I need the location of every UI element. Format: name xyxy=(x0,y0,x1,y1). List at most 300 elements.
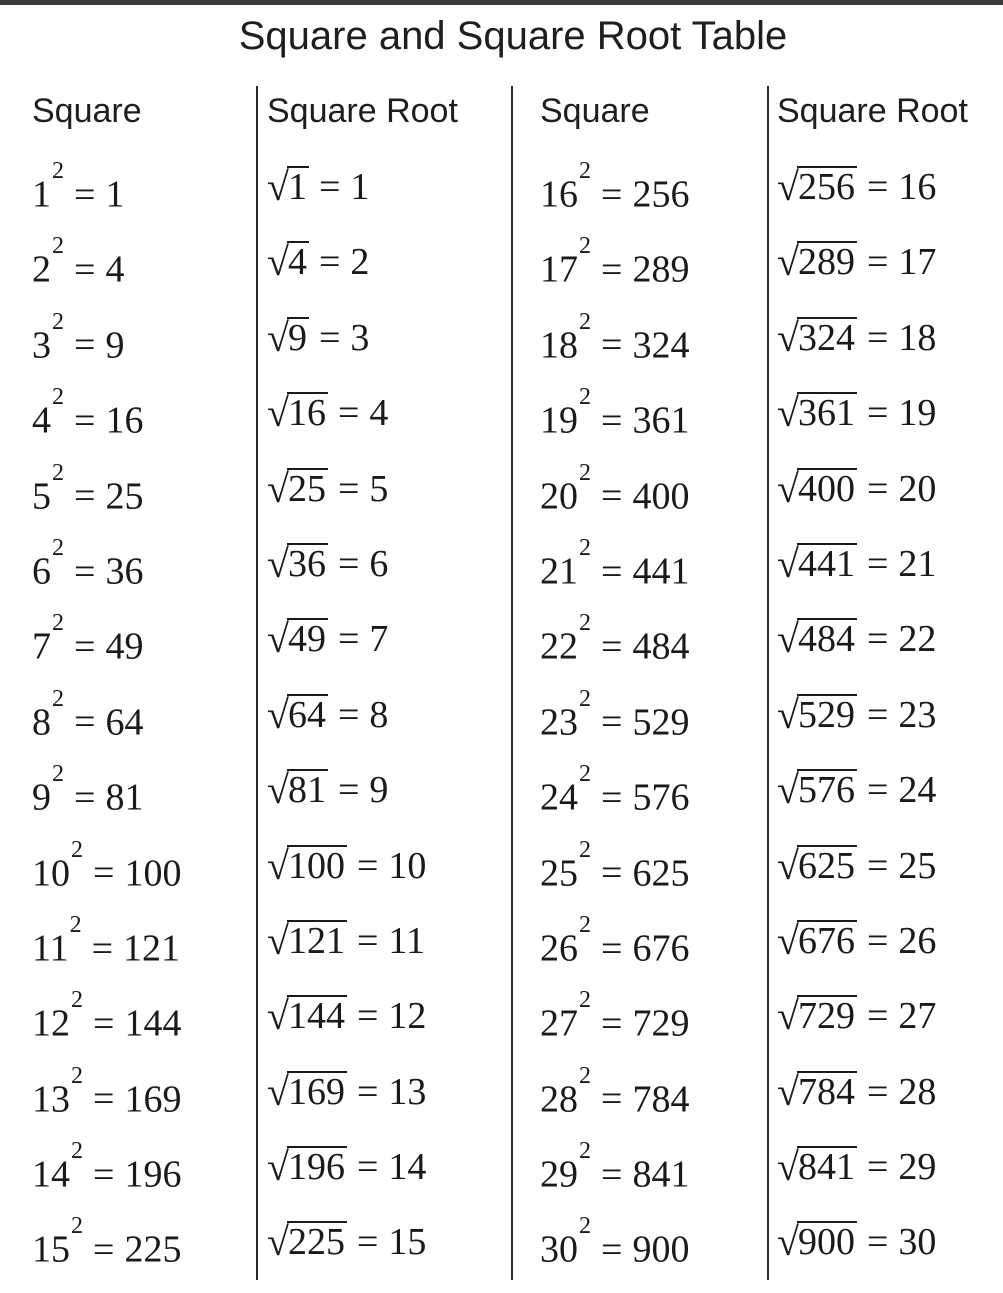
square-entry xyxy=(540,459,780,539)
radical-sign-icon: √ xyxy=(267,239,289,285)
equals-sign: = xyxy=(337,769,360,812)
base-number: 25 xyxy=(540,852,578,895)
radical-sign-icon: √ xyxy=(267,465,289,511)
equals-sign: = xyxy=(866,844,889,887)
square-value: 576 xyxy=(632,776,690,819)
radicand: 676 xyxy=(797,919,855,962)
square-entry xyxy=(32,987,272,1066)
square-root-entry xyxy=(267,1067,507,1142)
exponent: 2 xyxy=(52,158,64,184)
square-value: 36 xyxy=(105,550,144,593)
equals-sign: = xyxy=(74,399,96,442)
radicand: 25 xyxy=(287,467,326,510)
equals-sign: = xyxy=(601,1229,623,1272)
equals-sign: = xyxy=(866,542,889,585)
square-value: 256 xyxy=(632,173,690,216)
exponent: 2 xyxy=(52,685,64,712)
radical-sign-icon: √ xyxy=(777,390,799,436)
square-entry xyxy=(32,384,272,463)
radicand: 324 xyxy=(797,316,855,359)
base-number: 19 xyxy=(540,399,578,442)
square-root-entry xyxy=(267,690,507,765)
square-value: 225 xyxy=(124,1229,182,1272)
square-root-entry xyxy=(777,539,1003,614)
square-value: 324 xyxy=(632,324,690,367)
square-root-entry xyxy=(777,313,1003,388)
root-value: 13 xyxy=(388,1070,427,1113)
exponent: 2 xyxy=(579,610,591,637)
equals-sign: = xyxy=(93,1002,115,1045)
square-root-entry xyxy=(267,313,507,388)
top-border-rule xyxy=(0,0,1003,5)
equals-sign: = xyxy=(866,919,889,962)
equals-sign: = xyxy=(93,1229,115,1272)
radicand: 121 xyxy=(287,919,345,962)
square-entry xyxy=(32,911,272,991)
exponent: 2 xyxy=(579,761,591,788)
equals-sign: = xyxy=(601,249,623,292)
equals-sign: = xyxy=(601,475,623,518)
square-roots-column-right xyxy=(777,88,1003,1293)
exponent: 2 xyxy=(579,459,591,486)
exponent: 2 xyxy=(71,1138,83,1165)
square-entry xyxy=(540,610,780,689)
base-number: 15 xyxy=(32,1229,70,1272)
root-value: 6 xyxy=(369,542,389,585)
square-entry xyxy=(540,308,780,388)
square-root-entry xyxy=(267,162,507,237)
exponent: 2 xyxy=(52,308,64,335)
square-value: 441 xyxy=(632,550,690,593)
square-root-entry xyxy=(777,388,1003,463)
square-entry xyxy=(32,1138,272,1217)
radicand: 36 xyxy=(287,542,326,585)
exponent: 2 xyxy=(52,534,64,561)
base-number: 28 xyxy=(540,1078,578,1121)
square-entry xyxy=(32,1213,272,1292)
square-value: 484 xyxy=(632,626,690,668)
square-root-entry xyxy=(777,765,1003,840)
squares-column-right xyxy=(540,88,780,1293)
square-value: 784 xyxy=(632,1078,690,1121)
square-value: 9 xyxy=(105,324,125,367)
exponent: 2 xyxy=(579,685,591,712)
square-root-entry xyxy=(267,614,507,689)
exponent: 2 xyxy=(579,987,591,1014)
square-entry xyxy=(32,459,272,539)
root-value: 18 xyxy=(898,316,937,359)
base-number: 21 xyxy=(540,550,578,593)
base-number: 13 xyxy=(32,1078,70,1121)
square-root-entry xyxy=(267,1142,507,1217)
exponent: 2 xyxy=(579,1213,591,1240)
square-root-entry xyxy=(777,1142,1003,1217)
radicand: 225 xyxy=(287,1221,345,1264)
base-number: 30 xyxy=(540,1229,578,1272)
equals-sign: = xyxy=(337,542,360,585)
radical-sign-icon: √ xyxy=(267,164,289,209)
base-number: 27 xyxy=(540,1002,578,1045)
square-value: 900 xyxy=(632,1229,690,1272)
radicand: 16 xyxy=(287,392,326,435)
root-value: 20 xyxy=(898,467,937,510)
equals-sign: = xyxy=(866,166,889,208)
root-value: 3 xyxy=(350,316,370,359)
radicand: 49 xyxy=(287,618,326,661)
root-value: 7 xyxy=(369,618,389,661)
exponent: 2 xyxy=(69,911,82,938)
base-number: 7 xyxy=(32,626,51,668)
square-entry xyxy=(32,761,272,840)
square-roots-list xyxy=(777,162,1003,1293)
exponent: 2 xyxy=(52,610,64,637)
base-number: 29 xyxy=(540,1153,578,1196)
equals-sign: = xyxy=(601,1153,623,1196)
base-number: 23 xyxy=(540,701,578,744)
equals-sign: = xyxy=(601,852,623,895)
square-entry xyxy=(540,761,780,840)
square-root-entry xyxy=(777,162,1003,237)
exponent: 2 xyxy=(579,836,591,863)
exponent: 2 xyxy=(71,1062,83,1089)
square-value: 64 xyxy=(105,701,144,744)
equals-sign: = xyxy=(601,324,623,367)
equals-sign: = xyxy=(866,392,889,435)
equals-sign: = xyxy=(74,173,96,216)
root-value: 4 xyxy=(369,392,389,435)
square-root-entry xyxy=(267,841,507,916)
square-value: 49 xyxy=(105,626,144,668)
root-value: 25 xyxy=(898,844,937,887)
equals-sign: = xyxy=(356,844,379,887)
square-root-entry xyxy=(777,690,1003,765)
equals-sign: = xyxy=(866,693,889,736)
radical-sign-icon: √ xyxy=(267,767,289,813)
base-number: 26 xyxy=(540,927,578,970)
root-value: 16 xyxy=(898,166,937,208)
root-value: 22 xyxy=(898,618,937,661)
radical-sign-icon: √ xyxy=(267,390,289,436)
square-root-entry xyxy=(777,237,1003,312)
root-value: 21 xyxy=(898,542,937,585)
radical-sign-icon: √ xyxy=(777,993,799,1039)
base-number: 14 xyxy=(32,1153,70,1196)
square-entry xyxy=(32,308,272,388)
square-root-entry xyxy=(267,539,507,614)
equals-sign: = xyxy=(356,1221,379,1264)
root-value: 17 xyxy=(898,241,937,284)
equals-sign: = xyxy=(93,1078,115,1121)
base-number: 11 xyxy=(32,927,69,970)
square-entry xyxy=(32,233,272,312)
exponent: 2 xyxy=(579,384,591,411)
radicand: 9 xyxy=(287,316,307,359)
radical-sign-icon: √ xyxy=(777,842,799,888)
root-value: 9 xyxy=(369,769,389,812)
radical-sign-icon: √ xyxy=(267,1219,289,1265)
radical-sign-icon: √ xyxy=(777,239,799,285)
radical-sign-icon: √ xyxy=(267,842,289,888)
square-root-entry xyxy=(777,841,1003,916)
equals-sign: = xyxy=(93,1153,115,1196)
base-number: 2 xyxy=(32,249,51,292)
exponent: 2 xyxy=(52,384,64,411)
radical-sign-icon: √ xyxy=(777,1144,799,1190)
equals-sign: = xyxy=(91,927,114,970)
squares-column-left xyxy=(32,88,272,1293)
square-root-entry xyxy=(267,1217,507,1292)
square-value: 25 xyxy=(105,475,144,518)
equals-sign: = xyxy=(866,241,889,284)
equals-sign: = xyxy=(318,241,341,284)
exponent: 2 xyxy=(579,534,591,561)
base-number: 3 xyxy=(32,324,51,367)
radicand: 784 xyxy=(797,1070,855,1113)
square-value: 121 xyxy=(123,927,181,970)
square-entry xyxy=(32,610,272,689)
equals-sign: = xyxy=(337,467,360,510)
base-number: 18 xyxy=(540,324,578,367)
radicand: 625 xyxy=(797,844,855,887)
square-value: 289 xyxy=(632,249,690,292)
equals-sign: = xyxy=(601,173,623,216)
equals-sign: = xyxy=(74,776,96,819)
square-entry xyxy=(32,534,272,614)
column-divider xyxy=(511,86,513,1280)
radical-sign-icon: √ xyxy=(267,314,289,360)
equals-sign: = xyxy=(93,852,115,895)
square-value: 4 xyxy=(105,249,125,292)
base-number: 9 xyxy=(32,776,51,819)
square-root-entry xyxy=(777,464,1003,539)
square-value: 729 xyxy=(632,1002,690,1045)
radical-sign-icon: √ xyxy=(267,616,289,662)
equals-sign: = xyxy=(866,1146,889,1189)
root-value: 15 xyxy=(388,1221,427,1264)
root-value: 10 xyxy=(388,844,427,887)
equals-sign: = xyxy=(356,1070,379,1113)
root-value: 23 xyxy=(898,693,937,736)
square-entry xyxy=(32,1062,272,1142)
exponent: 2 xyxy=(579,911,591,938)
square-roots-column-left xyxy=(267,88,507,1293)
equals-sign: = xyxy=(601,550,623,593)
base-number: 12 xyxy=(32,1002,70,1045)
radical-sign-icon: √ xyxy=(777,917,799,963)
radical-sign-icon: √ xyxy=(267,993,289,1039)
page-title: Square and Square Root Table xyxy=(238,14,788,58)
equals-sign: = xyxy=(601,626,623,668)
square-root-entry xyxy=(777,614,1003,689)
equals-sign: = xyxy=(601,776,623,819)
exponent: 2 xyxy=(579,1062,591,1089)
equals-sign: = xyxy=(866,1221,889,1264)
radicand: 169 xyxy=(287,1070,345,1113)
base-number: 4 xyxy=(32,399,51,442)
equals-sign: = xyxy=(601,1002,623,1045)
radical-sign-icon: √ xyxy=(267,691,289,737)
radicand: 4 xyxy=(287,241,307,284)
radical-sign-icon: √ xyxy=(267,1068,289,1114)
square-roots-list xyxy=(267,162,507,1293)
square-value: 169 xyxy=(124,1078,182,1121)
square-value: 1 xyxy=(105,173,125,216)
root-value: 1 xyxy=(350,166,370,208)
equals-sign: = xyxy=(74,550,96,593)
equals-sign: = xyxy=(866,467,889,510)
square-root-entry xyxy=(267,991,507,1066)
exponent: 2 xyxy=(71,987,83,1014)
equals-sign: = xyxy=(601,399,623,442)
square-value: 16 xyxy=(105,399,144,442)
squares-list xyxy=(32,158,272,1293)
exponent: 2 xyxy=(71,1213,83,1240)
exponent: 2 xyxy=(579,158,591,184)
square-value: 400 xyxy=(632,475,690,518)
base-number: 16 xyxy=(540,173,578,216)
radicand: 361 xyxy=(797,392,855,435)
root-value: 24 xyxy=(898,769,937,812)
radicand: 64 xyxy=(287,693,326,736)
radicand: 256 xyxy=(797,166,855,208)
square-value: 144 xyxy=(124,1002,182,1045)
equals-sign: = xyxy=(356,1146,379,1189)
radicand: 1 xyxy=(287,166,307,208)
square-root-entry xyxy=(267,916,507,991)
square-entry xyxy=(32,158,272,237)
square-value: 676 xyxy=(632,927,690,970)
square-value: 841 xyxy=(632,1153,690,1196)
base-number: 1 xyxy=(32,173,51,216)
radicand: 484 xyxy=(797,618,855,661)
square-root-entry xyxy=(777,1217,1003,1292)
square-entry xyxy=(32,836,272,916)
equals-sign: = xyxy=(74,324,96,367)
square-entry xyxy=(540,233,780,312)
root-value: 8 xyxy=(369,693,389,736)
column-header-square-root: Square Root xyxy=(267,92,458,130)
equals-sign: = xyxy=(866,995,889,1038)
base-number: 22 xyxy=(540,626,578,668)
radical-sign-icon: √ xyxy=(777,1068,799,1114)
square-entry xyxy=(540,1213,780,1292)
square-value: 100 xyxy=(124,852,182,895)
square-root-entry xyxy=(777,1067,1003,1142)
radical-sign-icon: √ xyxy=(777,691,799,737)
square-root-entry xyxy=(267,237,507,312)
base-number: 6 xyxy=(32,550,51,593)
square-value: 361 xyxy=(632,399,690,442)
column-header-square: Square xyxy=(32,92,142,130)
equals-sign: = xyxy=(318,316,341,359)
radicand: 81 xyxy=(287,769,326,812)
square-entry xyxy=(540,1062,780,1142)
equals-sign: = xyxy=(74,475,96,518)
radical-sign-icon: √ xyxy=(777,465,799,511)
base-number: 5 xyxy=(32,475,51,518)
square-entry xyxy=(540,158,780,237)
equals-sign: = xyxy=(356,919,379,962)
equals-sign: = xyxy=(337,392,360,435)
square-root-entry xyxy=(267,388,507,463)
radicand: 100 xyxy=(287,844,345,887)
radicand: 144 xyxy=(287,995,345,1038)
equals-sign: = xyxy=(337,618,360,661)
square-root-entry xyxy=(777,991,1003,1066)
square-entry xyxy=(540,384,780,463)
square-value: 81 xyxy=(105,776,144,819)
equals-sign: = xyxy=(601,927,623,970)
radical-sign-icon: √ xyxy=(777,540,799,586)
root-value: 29 xyxy=(898,1146,937,1189)
column-header-square: Square xyxy=(540,92,650,130)
radicand: 841 xyxy=(797,1146,855,1189)
radical-sign-icon: √ xyxy=(267,917,289,963)
exponent: 2 xyxy=(579,233,591,260)
base-number: 10 xyxy=(32,852,70,895)
root-value: 19 xyxy=(898,392,937,435)
square-entry xyxy=(540,685,780,765)
root-value: 2 xyxy=(350,241,370,284)
exponent: 2 xyxy=(579,308,591,335)
radical-sign-icon: √ xyxy=(267,1144,289,1190)
radicand: 441 xyxy=(797,542,855,585)
exponent: 2 xyxy=(52,761,64,788)
root-value: 14 xyxy=(388,1146,427,1189)
square-entry xyxy=(540,1138,780,1217)
equals-sign: = xyxy=(74,249,96,292)
radicand: 900 xyxy=(797,1221,855,1264)
equals-sign: = xyxy=(318,166,341,208)
base-number: 24 xyxy=(540,776,578,819)
radical-sign-icon: √ xyxy=(777,314,799,360)
equals-sign: = xyxy=(601,1078,623,1121)
exponent: 2 xyxy=(579,1138,591,1165)
equals-sign: = xyxy=(356,995,379,1038)
root-value: 5 xyxy=(369,467,389,510)
base-number: 17 xyxy=(540,249,578,292)
equals-sign: = xyxy=(866,618,889,661)
root-value: 28 xyxy=(898,1070,937,1113)
equals-sign: = xyxy=(866,1070,889,1113)
radicand: 400 xyxy=(797,467,855,510)
equals-sign: = xyxy=(337,693,360,736)
base-number: 8 xyxy=(32,701,51,744)
radicand: 529 xyxy=(797,693,855,736)
equals-sign: = xyxy=(866,769,889,812)
equals-sign: = xyxy=(866,316,889,359)
square-entry xyxy=(540,836,780,916)
square-value: 529 xyxy=(632,701,690,744)
root-value: 11 xyxy=(388,919,425,962)
radical-sign-icon: √ xyxy=(777,1219,799,1265)
square-value: 625 xyxy=(632,852,690,895)
root-value: 12 xyxy=(388,995,427,1038)
square-root-entry xyxy=(267,464,507,539)
square-entry xyxy=(540,987,780,1066)
square-entry xyxy=(32,685,272,765)
root-value: 26 xyxy=(898,919,937,962)
square-root-entry xyxy=(267,765,507,840)
root-value: 27 xyxy=(898,995,937,1038)
base-number: 20 xyxy=(540,475,578,518)
exponent: 2 xyxy=(52,459,64,486)
radical-sign-icon: √ xyxy=(777,767,799,813)
equals-sign: = xyxy=(74,626,96,668)
root-value: 30 xyxy=(898,1221,937,1264)
column-header-square-root: Square Root xyxy=(777,92,968,130)
radicand: 729 xyxy=(797,995,855,1038)
